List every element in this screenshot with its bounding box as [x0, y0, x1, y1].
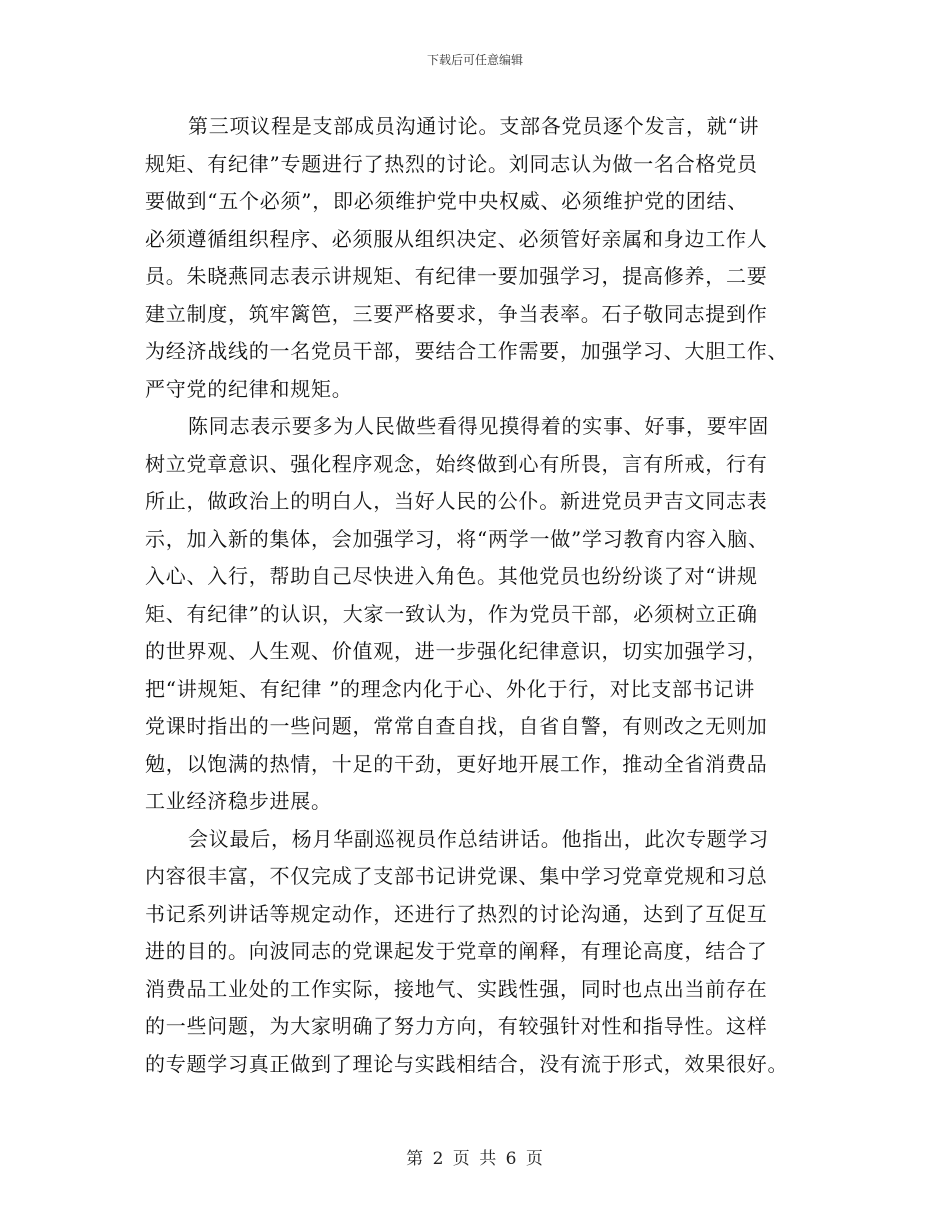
text-line: 会议最后，杨月华副巡视员作总结讲话。他指出，此次专题学习	[188, 826, 769, 851]
text-line: 员。朱晓燕同志表示讲规矩、有纪律一要加强学习，提高修养，二要	[145, 264, 768, 288]
text-line: 示，加入新的集体，会加强学习，将“两学一做”学习教育内容入脑、	[145, 526, 769, 551]
text-line: 的专题学习真正做到了理论与实践相结合，没有流于形式，效果很好。	[145, 1051, 789, 1076]
text-line: 内容很丰富，不仅完成了支部书记讲党课、集中学习党章党规和习总	[145, 864, 768, 888]
paragraph-2	[145, 408, 807, 821]
text-line: 规矩、有纪律”专题进行了热烈的讨论。刘同志认为做一名合格党员	[145, 151, 758, 176]
text-line: 严守党的纪律和规矩。	[145, 376, 353, 401]
text-line: 把“讲规矩、有纪律 ”的理念内化于心、外化于行，对比支部书记讲	[145, 676, 756, 701]
text-line: 入心、入行，帮助自己尽快进入角色。其他党员也纷纷谈了对“讲规	[145, 564, 758, 588]
paragraph-1	[145, 108, 807, 408]
text-line: 建立制度，筑牢篱笆，三要严格要求，争当表率。石子敬同志提到作	[145, 301, 768, 326]
page-number: 第 2 页 共 6 页	[406, 1149, 544, 1169]
text-line: 要做到“五个必须”，即必须维护党中央权威、必须维护党的团结、	[145, 189, 748, 213]
text-line: 党课时指出的一些问题，常常自查自找，自省自警，有则改之无则加	[145, 714, 768, 738]
text-line: 消费品工业处的工作实际，接地气、实践性强，同时也点出当前存在	[145, 976, 768, 1001]
text-line: 的一些问题，为大家明确了努力方向，有较强针对性和指导性。这样	[145, 1014, 768, 1038]
document-body	[145, 108, 807, 1083]
paragraph-3	[145, 821, 807, 1084]
text-line: 书记系列讲话等规定动作，还进行了热烈的讨论沟通，达到了互促互	[145, 901, 768, 926]
text-line: 树立党章意识、强化程序观念，始终做到心有所畏，言有所戒，行有	[145, 451, 768, 476]
text-line: 工业经济稳步进展。	[145, 789, 332, 813]
page-header: 下载后可任意编辑	[426, 53, 523, 67]
text-line: 第三项议程是支部成员沟通讨论。支部各党员逐个发言，就“讲	[188, 114, 760, 138]
text-line: 勉，以饱满的热情，十足的干劲，更好地开展工作，推动全省消费品	[145, 751, 768, 776]
text-line: 必须遵循组织程序、必须服从组织决定、必须管好亲属和身边工作人	[145, 226, 768, 251]
text-line: 的世界观、人生观、价值观，进一步强化纪律意识，切实加强学习，	[145, 639, 768, 663]
text-line: 为经济战线的一名党员干部，要结合工作需要，加强学习、大胆工作、	[145, 339, 789, 363]
text-line: 陈同志表示要多为人民做些看得见摸得着的实事、好事，要牢固	[188, 414, 769, 438]
text-line: 矩、有纪律”的认识，大家一致认为，作为党员干部，必须树立正确	[145, 601, 758, 626]
text-line: 所止，做政治上的明白人，当好人民的公仆。新进党员尹吉文同志表	[145, 489, 768, 513]
text-line: 进的目的。向波同志的党课起发于党章的阐释，有理论高度，结合了	[145, 939, 768, 963]
